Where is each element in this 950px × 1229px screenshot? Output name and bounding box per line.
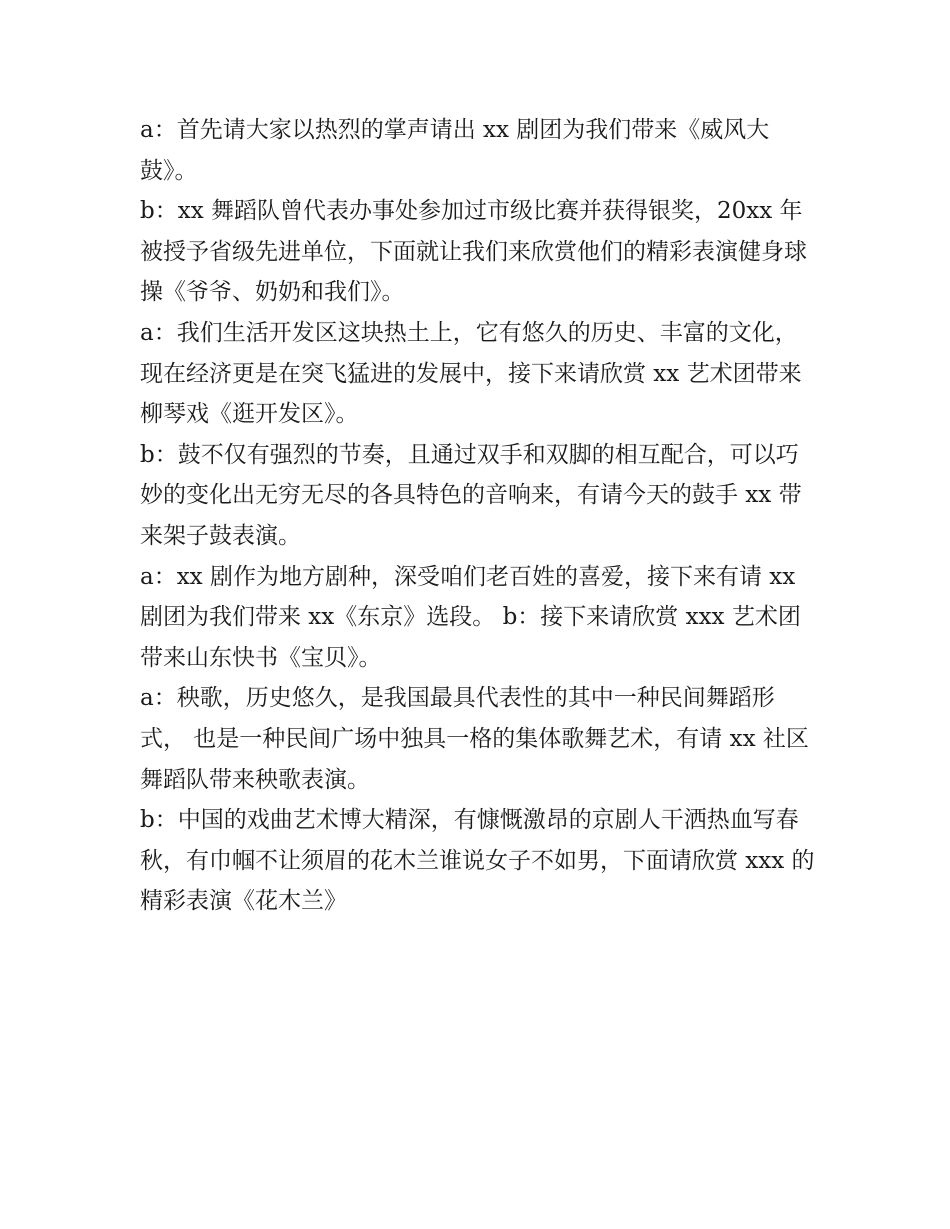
paragraph-host-b-drum-kit: b：鼓不仅有强烈的节奏，且通过双手和双脚的相互配合，可以巧妙的变化出无穷无尽的各具特色的音响来，有请今天的鼓手 xx 带来架子鼓表演。 — [140, 441, 802, 549]
paragraph-host-a-drums: a：首先请大家以热烈的掌声请出 xx 剧团为我们带来《威风大鼓》。 — [140, 117, 770, 184]
paragraph-host-b-fitness-ball: b：xx 舞蹈队曾代表办事处参加过市级比赛并获得银奖，20xx 年被授予省级先进单位，下面就让我们来欣赏他们的精彩表演健身球操《爷爷、奶奶和我们》。 — [140, 198, 807, 306]
document-body — [140, 110, 820, 922]
paragraph-host-b-hua-mulan: b：中国的戏曲艺术博大精深，有慷慨激昂的京剧人干洒热血写春秋，有巾帼不让须眉的花木兰谁说女子不如男，下面请欣赏 xxx 的精彩表演《花木兰》 — [140, 807, 815, 915]
paragraph-host-a-yangge: a：秧歌，历史悠久，是我国最具代表性的其中一种民间舞蹈形式， 也是一种民间广场中独具一格的集体歌舞艺术，有请 xx 社区舞蹈队带来秧歌表演。 — [140, 685, 809, 793]
paragraph-host-a-liuqin-opera: a：我们生活开发区这块热土上，它有悠久的历史、丰富的文化，现在经济更是在突飞猛进的发展中，接下来请欣赏 xx 艺术团带来柳琴戏《逛开发区》。 — [140, 319, 802, 428]
paragraph-host-a-local-opera: a：xx 剧作为地方剧种，深受咱们老百姓的喜爱，接下来有请 xx 剧团为我们带来 xx《东京》选段。 b：接下来请欣赏 xxx 艺术团带来山东快书《宝贝》。 — [140, 563, 801, 671]
